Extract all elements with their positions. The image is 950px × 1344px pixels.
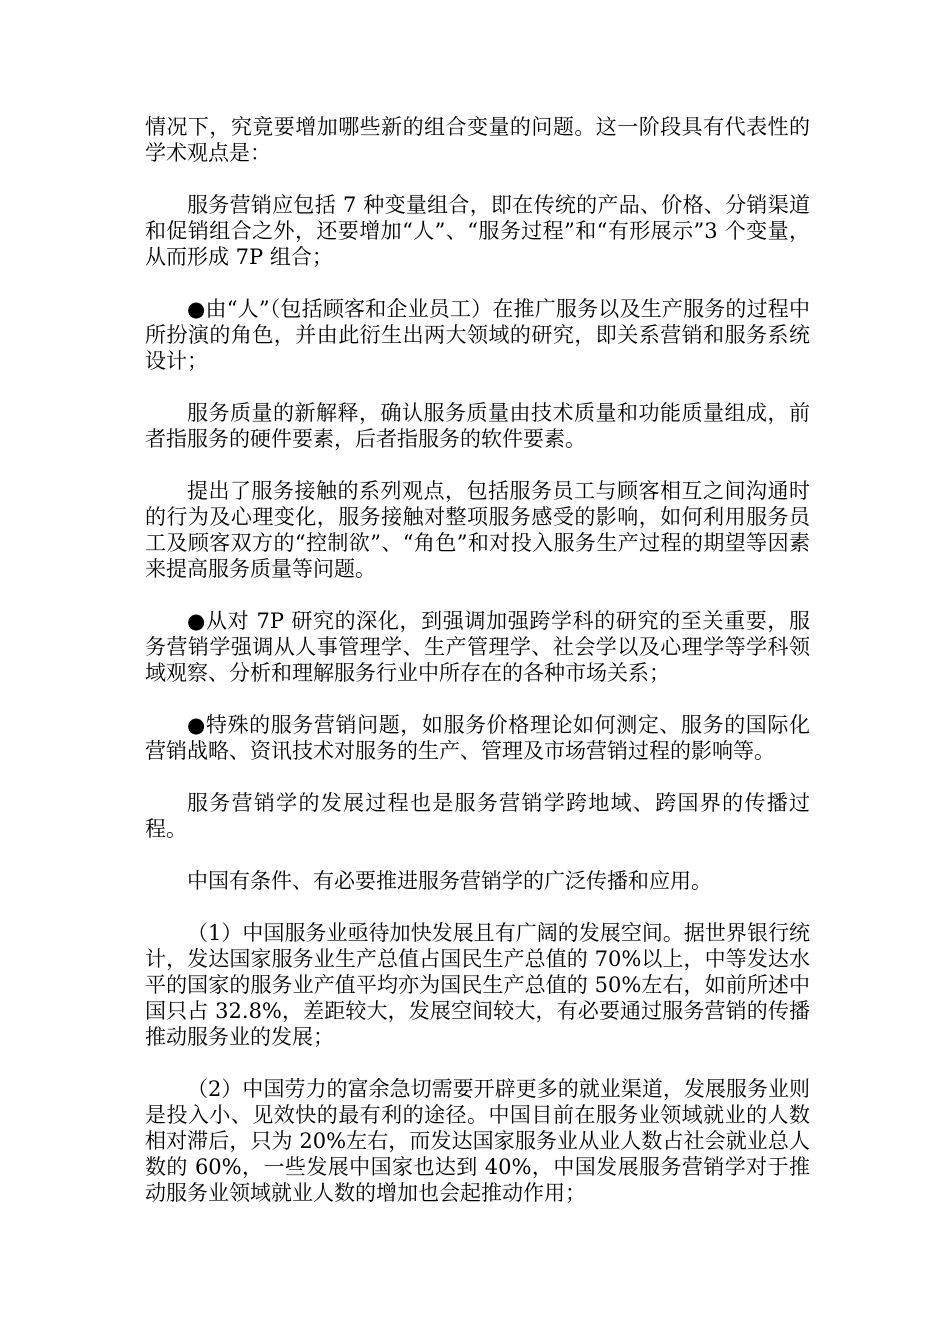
paragraph-point-1: （1）中国服务业亟待加快发展且有广阔的发展空间。据世界银行统计，发达国家服务业生产总值占国民生产总值的 70%以上，中等发达水平的国家的服务业产值平均亦为国民生产总值的 50%左右，如前所述中国只占 32.8%，差距较大，发展空间较大，有必要通过服务营销的传播推动服务业的发展； — [145, 921, 810, 1049]
paragraph-service-quality: 服务质量的新解释，确认服务质量由技术质量和功能质量组成，前者指服务的硬件要素，后者指服务的软件要素。 — [145, 401, 810, 451]
paragraph-china-conditions: 中国有条件、有必要推进服务营销学的广泛传播和应用。 — [187, 869, 712, 893]
paragraph-continuation: 情况下，究竟要增加哪些新的组合变量的问题。这一阶段具有代表性的学术观点是： — [145, 115, 810, 165]
document-body — [145, 114, 810, 1232]
paragraph-7p-combination: 服务营销应包括 7 种变量组合，即在传统的产品、价格、分销渠道和促销组合之外，还要增加“人”、“服务过程”和“有形展示”3 个变量，从而形成 7P 组合； — [145, 193, 810, 269]
paragraph-people-role: ●由“人”（包括顾客和企业员工）在推广服务以及生产服务的过程中所扮演的角色，并由此衍生出两大领域的研究，即关系营销和服务系统设计； — [145, 297, 810, 373]
paragraph-point-2: （2）中国劳力的富余急切需要开辟更多的就业渠道，发展服务业则是投入小、见效快的最有利的途径。中国目前在服务业领域就业的人数相对滞后，只为 20%左右，而发达国家服务业从业人数占社会就业总人数的 60%，一些发展中国家也达到 40%，中国发展服务营销学对于推动服务业领域就业人数的增加也会起推动作用； — [145, 1077, 810, 1205]
paragraph-special-issues: ●特殊的服务营销问题，如服务价格理论如何测定、服务的国际化营销战略、资讯技术对服务的生产、管理及市场营销过程的影响等。 — [145, 713, 810, 763]
paragraph-interdisciplinary: ●从对 7P 研究的深化，到强调加强跨学科的研究的至关重要，服务营销学强调从人事管理学、生产管理学、社会学以及心理学等学科领域观察、分析和理解服务行业中所存在的各种市场关系； — [145, 609, 810, 685]
paragraph-spread-process: 服务营销学的发展过程也是服务营销学跨地域、跨国界的传播过程。 — [145, 791, 810, 841]
paragraph-service-encounter: 提出了服务接触的系列观点，包括服务员工与顾客相互之间沟通时的行为及心理变化，服务接触对整项服务感受的影响，如何利用服务员工及顾客双方的“控制欲”、“角色”和对投入服务生产过程的期望等因素来提高服务质量等问题。 — [145, 479, 810, 581]
